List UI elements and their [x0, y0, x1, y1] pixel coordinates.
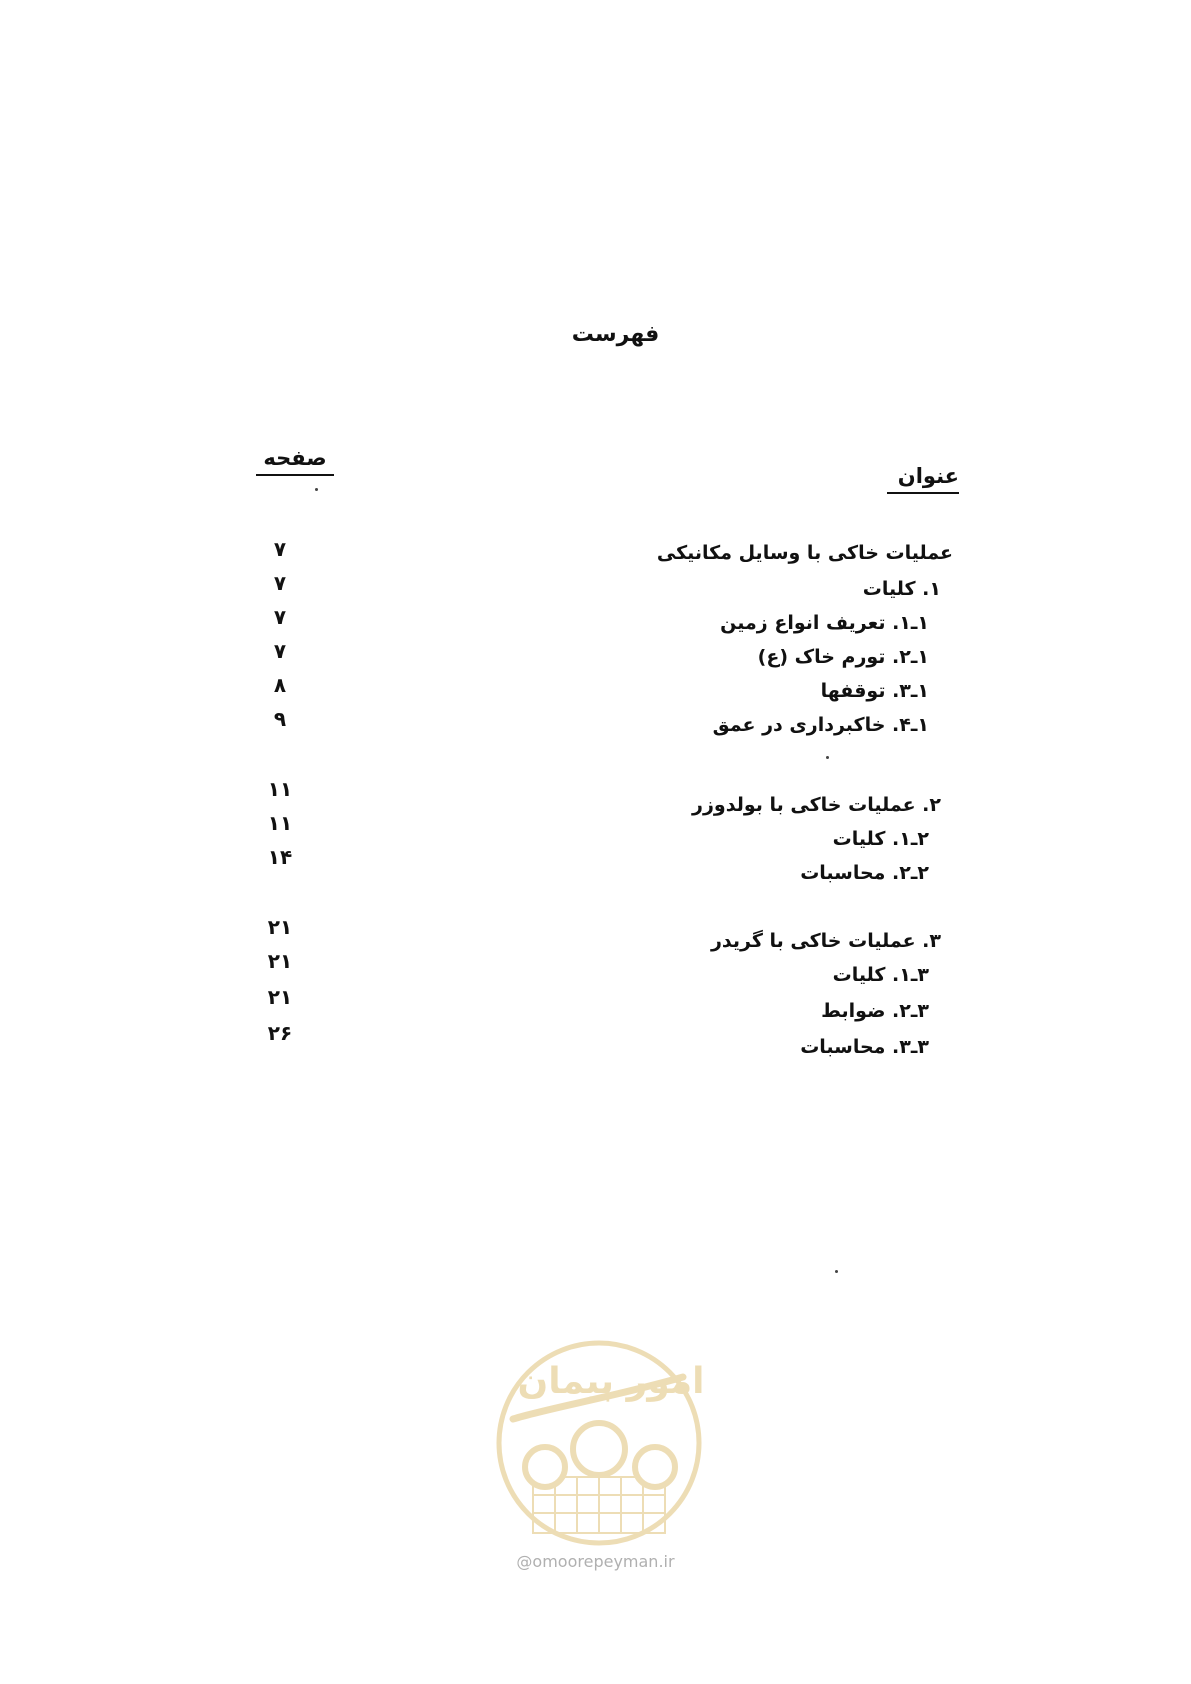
toc-entry-page: ۲۱ — [267, 985, 293, 1009]
toc-entry-page: ۲۱ — [267, 949, 293, 973]
toc-entry-label: ۱ـ۴. خاکبرداری در عمق — [712, 714, 929, 736]
toc-entry-label: ۳ـ۳. محاسبات — [800, 1036, 929, 1058]
toc-entry-page: ۸ — [273, 673, 287, 697]
toc-entry — [0, 845, 1191, 890]
watermark-logo-text: امور پیمان — [517, 1361, 705, 1402]
toc-entry-label: ۳ـ۱. کلیات — [832, 964, 929, 986]
toc-entry-page: ۷ — [273, 537, 287, 561]
toc-entry-label: ۲ـ۱. کلیات — [832, 828, 929, 850]
toc-entry — [0, 811, 1191, 856]
page-title: فهرست — [571, 322, 660, 347]
toc-entry-label: ۳ـ۲. ضوابط — [821, 1000, 929, 1022]
watermark-logo — [493, 1337, 705, 1549]
watermark-site: @omoorepeyman.ir — [516, 1552, 675, 1571]
toc-entry-page: ۹ — [273, 707, 287, 731]
toc-entry-page: ۷ — [273, 571, 287, 595]
toc-entry-page: ۲۶ — [267, 1021, 293, 1045]
page-column-header: صفحه — [256, 446, 334, 476]
toc-entry — [0, 536, 1191, 570]
toc-entry-label: ۲. عملیات خاکی با بولدوزر — [692, 794, 941, 816]
toc-entry-page: ۷ — [273, 605, 287, 629]
toc-entry — [0, 915, 1191, 958]
scan-speck — [315, 488, 318, 491]
toc-entry-label: ۲ـ۲. محاسبات — [800, 862, 929, 884]
toc-entry-page: ۱۱ — [267, 777, 293, 801]
toc-entry-label: ۱ـ۱. تعریف انواع زمین — [720, 612, 929, 634]
toc-entry-page: ۲۱ — [267, 915, 293, 939]
scan-speck — [826, 756, 829, 759]
watermark-gear-icon — [525, 1423, 675, 1487]
toc-entry — [0, 949, 1191, 992]
toc-entry — [0, 1021, 1191, 1064]
toc-entry-page: ۷ — [273, 639, 287, 663]
toc-entry-label: ۱ـ۳. توقفها — [820, 680, 929, 702]
title-column-header: عنوان — [887, 464, 959, 494]
toc-entry-label: ۳. عملیات خاکی با گریدر — [710, 930, 941, 952]
toc-entry — [0, 777, 1191, 822]
toc-entry-label: ۱. کلیات — [862, 578, 941, 600]
scan-speck — [835, 1270, 838, 1273]
toc-entry-page: ۱۴ — [267, 845, 293, 869]
toc-entry-label: عملیات خاکی با وسایل مکانیکی — [656, 542, 953, 564]
toc-entry-page: ۱۱ — [267, 811, 293, 835]
toc-entry — [0, 985, 1191, 1028]
toc-entry-label: ۱ـ۲. تورم خاک (ع) — [757, 646, 929, 668]
